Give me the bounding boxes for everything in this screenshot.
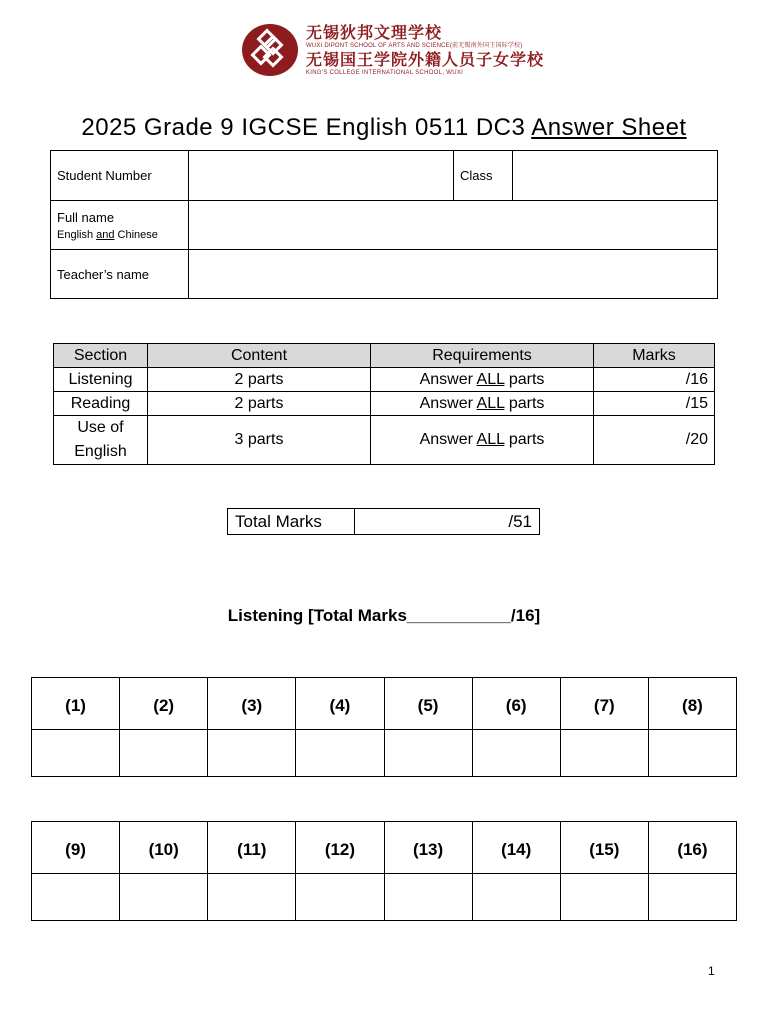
req-all: ALL [476, 394, 505, 412]
answer-cell[interactable] [296, 730, 384, 777]
question-number: (5) [384, 678, 472, 730]
school-name-cn-2: 无锡国王学院外籍人员子女学校 [306, 50, 545, 69]
header-requirements: Requirements [371, 344, 594, 368]
full-name-field[interactable] [189, 201, 718, 250]
section-requirements [371, 368, 594, 392]
section-name-line1: Use of [77, 419, 124, 436]
req-all: ALL [476, 370, 505, 388]
page-number: 1 [708, 964, 715, 978]
school-name-en-2: KING'S COLLEGE INTERNATIONAL SCHOOL, WUXI [306, 70, 464, 76]
question-number: (15) [560, 822, 648, 874]
listening-heading: Listening [Total Marks___________/16] [227, 606, 541, 625]
class-label: Class [454, 151, 513, 201]
question-number: (9) [32, 822, 120, 874]
section-name: Reading [54, 392, 148, 416]
title-answer-sheet: Answer Sheet [531, 114, 687, 141]
answer-cell[interactable] [648, 874, 736, 921]
header-content: Content [148, 344, 371, 368]
answer-cell[interactable] [560, 874, 648, 921]
section-marks: /16 [594, 368, 715, 392]
req-suffix: parts [504, 431, 545, 448]
question-number: (2) [120, 678, 208, 730]
table-row [54, 368, 715, 392]
full-name-sub-english: English [57, 228, 97, 241]
total-marks-value[interactable]: /51 [355, 509, 540, 535]
answer-cell[interactable] [32, 874, 120, 921]
req-suffix: parts [504, 370, 545, 388]
student-number-field[interactable] [189, 151, 454, 201]
answer-cell[interactable] [384, 730, 472, 777]
teacher-name-label: Teacher’s name [51, 250, 189, 299]
section-name-line2: English [74, 443, 127, 460]
question-number: (7) [560, 678, 648, 730]
question-number: (6) [472, 678, 560, 730]
answer-cell[interactable] [120, 730, 208, 777]
section-content: 2 parts [148, 392, 371, 416]
full-name-sub-chinese: Chinese [114, 228, 158, 241]
teacher-name-field[interactable] [189, 250, 718, 299]
listening-grid-2 [31, 821, 737, 921]
student-number-label: Student Number [51, 151, 189, 201]
header-section: Section [54, 344, 148, 368]
total-marks-label: Total Marks [228, 509, 355, 535]
question-number: (4) [296, 678, 384, 730]
question-number: (3) [208, 678, 296, 730]
student-info-table [50, 150, 718, 299]
full-name-sub-and: and [96, 228, 115, 241]
page-title [0, 114, 768, 142]
answer-cell[interactable] [296, 874, 384, 921]
question-number: (14) [472, 822, 560, 874]
req-all: ALL [476, 431, 505, 448]
question-number: (11) [208, 822, 296, 874]
table-row [54, 392, 715, 416]
question-number: (10) [120, 822, 208, 874]
question-number: (1) [32, 678, 120, 730]
school-logo [240, 22, 300, 78]
answer-cell[interactable] [32, 730, 120, 777]
section-name: Listening [54, 368, 148, 392]
answer-cell[interactable] [120, 874, 208, 921]
section-requirements [371, 416, 594, 465]
school-name-block [306, 24, 546, 77]
question-number: (12) [296, 822, 384, 874]
answer-cell[interactable] [384, 874, 472, 921]
full-name-label: Full name [57, 209, 115, 225]
sections-table [53, 343, 715, 465]
section-content: 3 parts [148, 416, 371, 465]
answer-cell[interactable] [472, 874, 560, 921]
req-prefix: Answer [419, 394, 477, 412]
listening-grid-1 [31, 677, 737, 777]
full-name-label-cell [51, 201, 189, 250]
section-name [54, 416, 148, 465]
answer-cell[interactable] [560, 730, 648, 777]
answer-cell[interactable] [472, 730, 560, 777]
req-prefix: Answer [419, 431, 477, 448]
school-name-cn-1: 无锡狄邦文理学校 [306, 23, 443, 42]
question-number: (8) [648, 678, 736, 730]
question-number: (13) [384, 822, 472, 874]
section-requirements [371, 392, 594, 416]
section-content: 2 parts [148, 368, 371, 392]
req-prefix: Answer [419, 370, 477, 388]
title-main: 2025 Grade 9 IGCSE English 0511 DC3 [81, 114, 532, 141]
header-marks: Marks [594, 344, 715, 368]
answer-cell[interactable] [648, 730, 736, 777]
school-name-en-1: WUXI DIPONT SCHOOL OF ARTS AND SCIENCE(前无锡南外国王国际学校) [306, 43, 523, 49]
class-field[interactable] [513, 151, 718, 201]
total-marks-table [227, 508, 540, 535]
section-marks: /20 [594, 416, 715, 465]
full-name-sublabel [57, 229, 188, 241]
question-number: (16) [648, 822, 736, 874]
answer-cell[interactable] [208, 730, 296, 777]
table-row [54, 416, 715, 465]
answer-cell[interactable] [208, 874, 296, 921]
req-suffix: parts [504, 394, 545, 412]
section-marks: /15 [594, 392, 715, 416]
